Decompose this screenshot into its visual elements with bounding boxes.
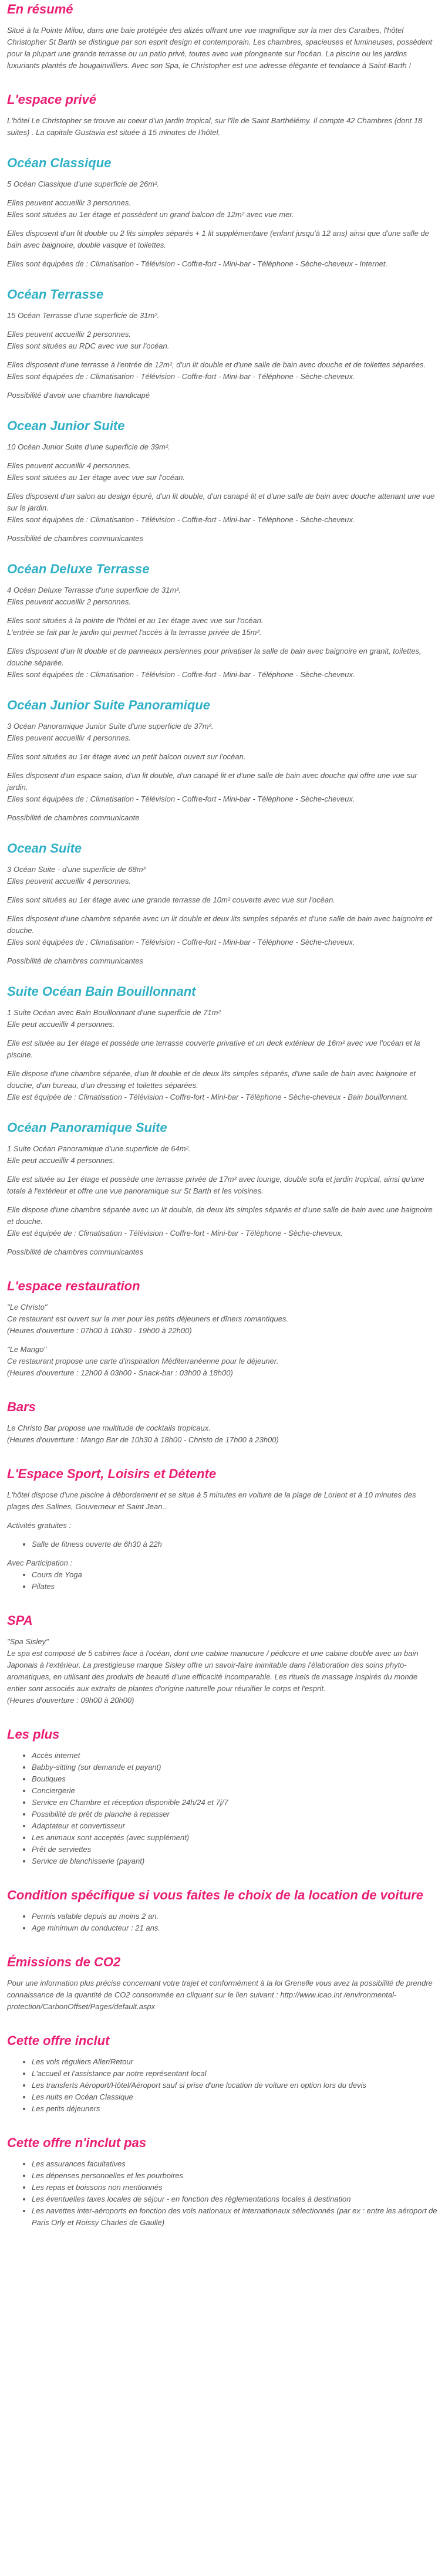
room-line: 3 Océan Panoramique Junior Suite d'une superficie de 37m². bbox=[7, 722, 214, 731]
room-line: Elles sont équipées de : Climatisation - Télévision - Coffre-fort - Mini-bar - Téléphone - Sèche-cheveux. bbox=[7, 372, 355, 381]
sport-gratuit-list bbox=[7, 1539, 438, 1550]
list-item: • Permis valable depuis au moins 2 an. bbox=[32, 1911, 438, 1922]
restaurant-name: "Le Christo" bbox=[7, 1303, 48, 1311]
restaurant-hours: (Heures d'ouverture : 07h00 à 10h30 - 19h00 à 22h00) bbox=[7, 1326, 192, 1335]
list-item: • Service en Chambre et réception disponible 24h/24 et 7j/7 bbox=[32, 1797, 438, 1808]
sport-title: L'Espace Sport, Loisirs et Détente bbox=[7, 1466, 217, 1481]
room-line: Elle est équipée de : Climatisation - Télévision - Coffre-fort - Mini-bar - Téléphone - Sèche-cheveux. bbox=[7, 1229, 343, 1238]
list-item: • Service de blanchisserie (payant) bbox=[32, 1855, 438, 1867]
room-description bbox=[7, 329, 438, 352]
list-item: • Pilates bbox=[32, 1581, 438, 1593]
spa-hours: (Heures d'ouverture : 09h00 à 20h00) bbox=[7, 1696, 134, 1705]
inclut-list bbox=[7, 2056, 438, 2115]
room-line: 1 Suite Océan avec Bain Bouillonnant d'une superficie de 71m² bbox=[7, 1008, 221, 1017]
room-line: Elles sont situées au 1er étage et possèdent un grand balcon de 12m² avec vue mer. bbox=[7, 210, 294, 219]
room-line: L'entrée se fait par le jardin qui permet l'accès à la terrasse privée de 15m². bbox=[7, 628, 262, 637]
room-line: 5 Océan Classique d'une superficie de 26m². bbox=[7, 180, 160, 188]
room-title: Océan Deluxe Terrasse bbox=[7, 562, 150, 576]
room-line: Elles peuvent accueillir 4 personnes. bbox=[7, 733, 132, 742]
list-item: • Les dépenses personnelles et les pourboires bbox=[32, 2170, 438, 2182]
room-line: Possibilité de chambres communicantes bbox=[7, 956, 143, 965]
room-description bbox=[7, 390, 438, 401]
restauration-title: L'espace restauration bbox=[7, 1279, 140, 1293]
bars-text: Le Christo Bar propose une multitude de cocktails tropicaux. bbox=[7, 1424, 211, 1432]
list-item: • Prêt de serviettes bbox=[32, 1844, 438, 1855]
sport-participation-label: Avec Participation : bbox=[7, 1559, 73, 1567]
room-title: Suite Océan Bain Bouillonnant bbox=[7, 984, 196, 999]
room-line: Elles sont équipées de : Climatisation - Télévision - Coffre-fort - Mini-bar - Téléphone - Sèche-cheveux. bbox=[7, 795, 355, 803]
room-line: Elles sont équipées de : Climatisation - Télévision - Coffre-fort - Mini-bar - Téléphone - Sèche-cheveux. bbox=[7, 515, 355, 524]
list-item: • Boutiques bbox=[32, 1773, 438, 1785]
room-title: Ocean Suite bbox=[7, 841, 82, 856]
list-item: • Cours de Yoga bbox=[32, 1569, 438, 1581]
room-description bbox=[7, 1007, 438, 1030]
bars-hours: (Heures d'ouverture : Mango Bar de 10h30 à 18h00 - Christo de 17h00 à 23h00) bbox=[7, 1435, 279, 1444]
room-line: Elles sont situées au RDC avec vue sur l'océan. bbox=[7, 342, 170, 350]
room-line: Elles disposent d'un lit double ou 2 lits simples séparés + 1 lit supplémentaire (enfant jusqu'à 12 ans) ainsi que d'une salle de bain avec baignoire, double vasque et toilettes. bbox=[7, 229, 429, 249]
room-description bbox=[7, 1037, 438, 1061]
list-item: • Les transferts Aéroport/Hôtel/Aéroport sauf si prise d'une location de voiture en option lors du devis bbox=[32, 2080, 438, 2091]
room-description bbox=[7, 1143, 438, 1167]
spa-title: SPA bbox=[7, 1613, 33, 1628]
list-item: • Possibilité de prêt de planche à repasser bbox=[32, 1808, 438, 1820]
room-line: Elle dispose d'une chambre séparée, d'un lit double et de deux lits simples séparés, d'une salle de bain avec baignoire et douche, d'un bureau, d'un dressing et toilettes séparées. bbox=[7, 1069, 416, 1090]
sport-participation-list bbox=[7, 1569, 438, 1593]
room-description bbox=[7, 864, 438, 887]
room-description bbox=[7, 955, 438, 967]
room-line: Elles peuvent accueillir 4 personnes. bbox=[7, 461, 132, 470]
room-description bbox=[7, 1246, 438, 1258]
room-description bbox=[7, 584, 438, 608]
condition-list bbox=[7, 1911, 438, 1934]
spa-name: "Spa Sisley" bbox=[7, 1637, 49, 1646]
restaurant-desc: Ce restaurant est ouvert sur la mer pour les petits déjeuners et dîners romantiques. bbox=[7, 1314, 289, 1323]
room-description bbox=[7, 491, 438, 526]
room-line: Elles sont équipées de : Climatisation - Télévision - Coffre-fort - Mini-bar - Téléphone - Sèche-cheveux. bbox=[7, 938, 355, 946]
room-line: 15 Océan Terrasse d'une superficie de 31m². bbox=[7, 311, 160, 320]
room-line: Elle est située au 1er étage et possède une terrasse privée de 17m² avec lounge, double sofa et jardin tropical, ainsi qu'une totale à l'extérieur et offre une vue panoramique sur St Barth et les voisines. bbox=[7, 1175, 424, 1195]
condition-title: Condition spécifique si vous faites le choix de la location de voiture bbox=[7, 1888, 424, 1902]
room-line: Possibilité de chambres communicantes bbox=[7, 534, 143, 543]
room-line: Possibilité d'avoir une chambre handicapé bbox=[7, 391, 150, 400]
room-line: Elles peuvent accueillir 2 personnes. bbox=[7, 330, 132, 339]
list-item: • Salle de fitness ouverte de 6h30 à 22h bbox=[32, 1539, 438, 1550]
list-item: • Les navettes inter-aéroports en fonction des vols nationaux et internationaux sélectionnés (par ex : entre les aéroport de Paris Orly et Roissy Charles de Gaulle) bbox=[32, 2205, 438, 2229]
list-item: • Les éventuelles taxes locales de séjour - en fonction des règlementations locales à destination bbox=[32, 2193, 438, 2205]
room-description bbox=[7, 645, 438, 681]
room-description bbox=[7, 812, 438, 824]
room-line: Elle peut accueillir 4 personnes. bbox=[7, 1020, 115, 1029]
restaurant-desc: Ce restaurant propose une carte d'inspiration Méditerranéenne pour le déjeuner. bbox=[7, 1357, 279, 1365]
list-item: • Conciergerie bbox=[32, 1785, 438, 1797]
list-item: • Accès internet bbox=[32, 1750, 438, 1762]
room-title: Océan Terrasse bbox=[7, 287, 104, 302]
room-description bbox=[7, 197, 438, 221]
room-description bbox=[7, 1174, 438, 1197]
ninclut-title: Cette offre n'inclut pas bbox=[7, 2135, 147, 2150]
room-description bbox=[7, 770, 438, 805]
room-description bbox=[7, 441, 438, 453]
room-line: Possibilité de chambres communicante bbox=[7, 813, 140, 822]
list-item: • L'accueil et l'assistance par notre représentant local bbox=[32, 2068, 438, 2080]
sport-gratuit-label: Activités gratuites : bbox=[7, 1521, 72, 1530]
room-line: Elles disposent d'un lit double et de panneaux persiennes pour privatiser la salle de bain avec baignoire en granit, toilettes, douche séparée. bbox=[7, 647, 422, 667]
room-line: Elles sont situées au 1er étage avec vue sur l'océan. bbox=[7, 473, 186, 482]
room-line: Elle dispose d'une chambre séparée avec un lit double, de deux lits simples séparés et d'une salle de bain avec une baignoire et douche. bbox=[7, 1205, 433, 1226]
restaurant-name: "Le Mango" bbox=[7, 1345, 47, 1354]
offer-page bbox=[0, 1, 445, 2229]
sport-text: L'hôtel dispose d'une piscine à débordement et se situe à 5 minutes en voiture de la plage de Lorient et à 10 minutes des plages des Salines, Gouverneur et Saint Jean.. bbox=[7, 1490, 416, 1511]
room-description bbox=[7, 894, 438, 906]
espace-prive-text: L'hôtel Le Christopher se trouve au coeur d'un jardin tropical, sur l'île de Saint Barthélémy. Il compte 42 Chambres (dont 18 suites) . La capitale Gustavia est située à 15 minutes de l'hôtel. bbox=[7, 116, 423, 137]
room-line: Possibilité de chambres communicantes bbox=[7, 1248, 143, 1256]
rooms-list bbox=[7, 155, 438, 1258]
room-line: Elles disposent d'une terrasse à l'entrée de 12m², d'un lit double et d'une salle de bain avec douche et de toilettes séparées. bbox=[7, 360, 426, 369]
list-item: • Les animaux sont acceptés (avec supplément) bbox=[32, 1832, 438, 1844]
room-description bbox=[7, 1068, 438, 1103]
room-line: Elle est située au 1er étage et possède une terrasse couverte privative et un deck extérieur de 16m² avec vue l'océan et la piscine. bbox=[7, 1039, 420, 1059]
room-title: Ocean Junior Suite bbox=[7, 418, 125, 433]
room-line: Elle est équipée de : Climatisation - Télévision - Coffre-fort - Mini-bar - Téléphone - Sèche-cheveux - Bain bouillonnant. bbox=[7, 1093, 409, 1101]
resume-title: En résumé bbox=[7, 2, 73, 16]
restaurant-christo bbox=[7, 1301, 438, 1337]
room-line: Elles disposent d'une chambre séparée avec un lit double et deux lits simples séparés et d'une salle de bain avec baignoire et douche. bbox=[7, 914, 433, 935]
spa-text: Le spa est composé de 5 cabines face à l'océan, dont une cabine manucure / pédicure et une cabine double avec un bain Japonais à l'extérieur. La prestigieuse marque Sisley offre un savoir-faire inimitable dans l'élaboration des soins phyto-aromatiques, en utilisant des produits de beauté d'une efficacité incomparable. Les rituels de massage inspirés du monde entier sont associés aux extraits de plantes d'origine naturelle pour réunifier le corps et l'esprit. bbox=[7, 1649, 419, 1693]
room-title: Océan Classique bbox=[7, 155, 112, 170]
plus-list bbox=[7, 1750, 438, 1867]
room-description bbox=[7, 178, 438, 190]
room-line: Elles sont équipées de : Climatisation - Télévision - Coffre-fort - Mini-bar - Téléphone - Sèche-cheveux. bbox=[7, 670, 355, 679]
room-line: 3 Océan Suite - d'une superficie de 68m² bbox=[7, 865, 146, 874]
room-line: Elles sont équipées de : Climatisation - Télévision - Coffre-fort - Mini-bar - Téléphone - Sèche-cheveux - Internet. bbox=[7, 259, 388, 268]
list-item: • Les repas et boissons non mentionnés bbox=[32, 2182, 438, 2193]
room-description bbox=[7, 615, 438, 638]
bars-title: Bars bbox=[7, 1399, 36, 1414]
co2-text: Pour une information plus précise concernant votre trajet et conformément à la loi Grenelle vous avez la possibilité de prendre connaissance de la quantité de CO2 consommée en cliquant sur le lien suivant : http://www.icao.int /environmental-protection/CarbonOffset/Pages/default.aspx bbox=[7, 1979, 433, 2011]
list-item: • Les assurances facultatives bbox=[32, 2158, 438, 2170]
list-item: • Les vols réguliers Aller/Retour bbox=[32, 2056, 438, 2068]
list-item: • Adaptateur et convertisseur bbox=[32, 1820, 438, 1832]
room-line: Elle peut accueillir 4 personnes. bbox=[7, 1156, 115, 1165]
room-line: 4 Océan Deluxe Terrasse d'une superficie de 31m². bbox=[7, 586, 181, 594]
inclut-title: Cette offre inclut bbox=[7, 2033, 110, 2048]
restaurant-hours: (Heures d'ouverture : 12h00 à 03h00 - Snack-bar : 03h00 à 18h00) bbox=[7, 1368, 233, 1377]
room-line: Elles disposent d'un espace salon, d'un lit double, d'un canapé lit et d'une salle de bain avec douche qui offre une vue sur jardin. bbox=[7, 771, 417, 792]
room-title: Océan Junior Suite Panoramique bbox=[7, 698, 210, 712]
restaurant-mango bbox=[7, 1344, 438, 1379]
room-description bbox=[7, 533, 438, 545]
room-description bbox=[7, 460, 438, 484]
room-line: Elles peuvent accueillir 3 personnes. bbox=[7, 198, 132, 207]
room-line: Elles peuvent accueillir 4 personnes. bbox=[7, 877, 132, 885]
room-description bbox=[7, 310, 438, 322]
plus-title: Les plus bbox=[7, 1727, 60, 1742]
room-description bbox=[7, 258, 438, 270]
room-line: 10 Océan Junior Suite d'une superficie de 39m². bbox=[7, 442, 170, 451]
espace-prive-title: L'espace privé bbox=[7, 92, 96, 107]
list-item: • Babby-sitting (sur demande et payant) bbox=[32, 1762, 438, 1773]
list-item: • Les nuits en Océan Classique bbox=[32, 2091, 438, 2103]
room-description bbox=[7, 228, 438, 251]
list-item: • Age minimum du conducteur : 21 ans. bbox=[32, 1922, 438, 1934]
list-item: • Les petits déjeuners bbox=[32, 2103, 438, 2115]
co2-title: Émissions de CO2 bbox=[7, 1955, 121, 1969]
room-description bbox=[7, 721, 438, 744]
room-line: Elles sont situées au 1er étage avec une grande terrasse de 10m² couverte avec vue sur l'océan. bbox=[7, 895, 335, 904]
resume-text: Situé à la Pointe Milou, dans une baie protégée des alizés offrant une vue magnifique sur la mer des Caraïbes, l'hôtel Christopher St Barth se distingue par son esprit design et contemporain. Les chambres, spacieuses et lumineuses, possèdent pour la plupart une grande terrasse ou un patio privé, toutes avec vue plongeante sur l'océan. La piscine ou les jardins luxuriants plantés de bougainvilliers. Avec son Spa, le Christopher est une adresse élégante et tendance à Saint-Barth ! bbox=[7, 26, 433, 70]
room-line: Elles sont situées à la pointe de l'hôtel et au 1er étage avec vue sur l'océan. bbox=[7, 616, 264, 625]
room-line: Elles peuvent accueillir 2 personnes. bbox=[7, 597, 132, 606]
room-description bbox=[7, 359, 438, 383]
room-line: Elles sont situées au 1er étage avec un petit balcon ouvert sur l'océan. bbox=[7, 752, 246, 761]
room-title: Océan Panoramique Suite bbox=[7, 1120, 167, 1135]
ninclut-list bbox=[7, 2158, 438, 2229]
room-line: 1 Suite Océan Panoramique d'une superficie de 64m². bbox=[7, 1144, 191, 1153]
room-description bbox=[7, 1204, 438, 1239]
room-line: Elles disposent d'un salon au design épuré, d'un lit double, d'un canapé lit et d'une salle de bain avec douche attenant une vue sur le jardin. bbox=[7, 492, 435, 512]
room-description bbox=[7, 751, 438, 763]
room-description bbox=[7, 913, 438, 948]
